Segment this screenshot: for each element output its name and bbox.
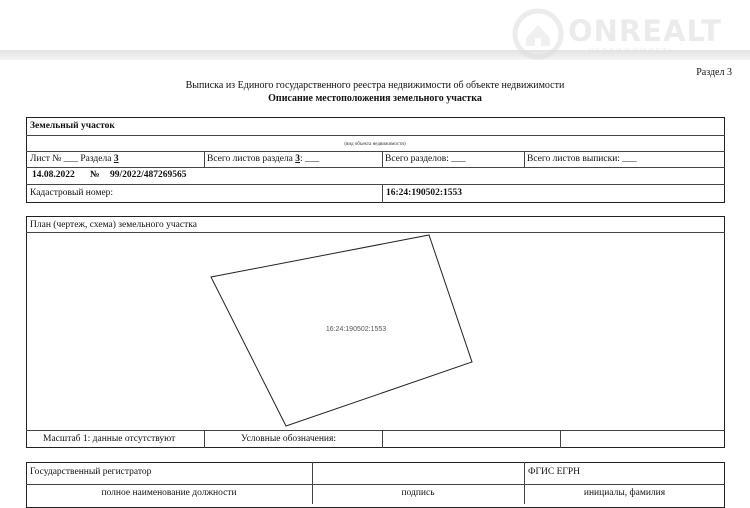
cadastral-number: 16:24:190502:1553 bbox=[386, 188, 462, 198]
col-divider bbox=[382, 430, 383, 448]
total-sheets-extract: Всего листов выписки: ___ bbox=[527, 154, 637, 164]
watermark-brand: ONREALT bbox=[568, 14, 722, 48]
extract-number: 99/2022/487269565 bbox=[110, 170, 187, 180]
object-type: Земельный участок bbox=[30, 121, 115, 131]
registry-agency: ФГИС ЕГРН bbox=[528, 467, 581, 477]
extract-date: 14.08.2022 bbox=[32, 170, 75, 180]
plan-title: План (чертеж, схема) земельного участка bbox=[30, 220, 197, 230]
row-divider bbox=[26, 151, 725, 152]
row-divider bbox=[26, 430, 725, 431]
document-title: Выписка из Единого государственного реестра недвижимости об объекте недвижимости bbox=[185, 80, 565, 91]
sheet-number: Лист № ___ Раздела 3 bbox=[30, 154, 119, 164]
col-divider bbox=[204, 430, 205, 448]
total-sheets-section: Всего листов раздела 3: ___ bbox=[207, 154, 320, 164]
col-divider bbox=[204, 151, 205, 167]
house-logo-icon bbox=[512, 8, 564, 60]
row-divider bbox=[26, 484, 725, 485]
total-sections: Всего разделов: ___ bbox=[385, 154, 466, 164]
number-label: № bbox=[90, 170, 100, 180]
parcel-plan-drawing bbox=[28, 232, 724, 430]
watermark bbox=[512, 8, 748, 56]
cadastral-label: Кадастровый номер: bbox=[30, 188, 114, 198]
scale-text: Масштаб 1: данные отсутствуют bbox=[43, 434, 176, 444]
registrar-position: Государственный регистратор bbox=[30, 467, 152, 477]
section-label: Раздел 3 bbox=[696, 67, 732, 78]
legend-label: Условные обозначения: bbox=[241, 434, 337, 444]
col-divider bbox=[524, 151, 525, 167]
row-divider bbox=[26, 135, 725, 136]
signature-caption: подпись bbox=[401, 488, 435, 498]
row-divider bbox=[26, 184, 725, 185]
col-divider bbox=[382, 151, 383, 167]
object-type-caption: (вид объекта недвижимости) bbox=[344, 142, 406, 147]
watermark-subtitle: НЕДВИЖИМОСТЬ bbox=[588, 47, 676, 55]
col-divider bbox=[560, 430, 561, 448]
col-divider bbox=[382, 184, 383, 203]
initials-caption: инициалы, фамилия bbox=[583, 488, 666, 498]
position-caption: полное наименование должности bbox=[101, 488, 237, 498]
row-divider bbox=[26, 167, 725, 168]
parcel-label: 16:24:190502:1553 bbox=[325, 326, 387, 333]
document-subtitle: Описание местоположения земельного участка bbox=[268, 93, 482, 104]
